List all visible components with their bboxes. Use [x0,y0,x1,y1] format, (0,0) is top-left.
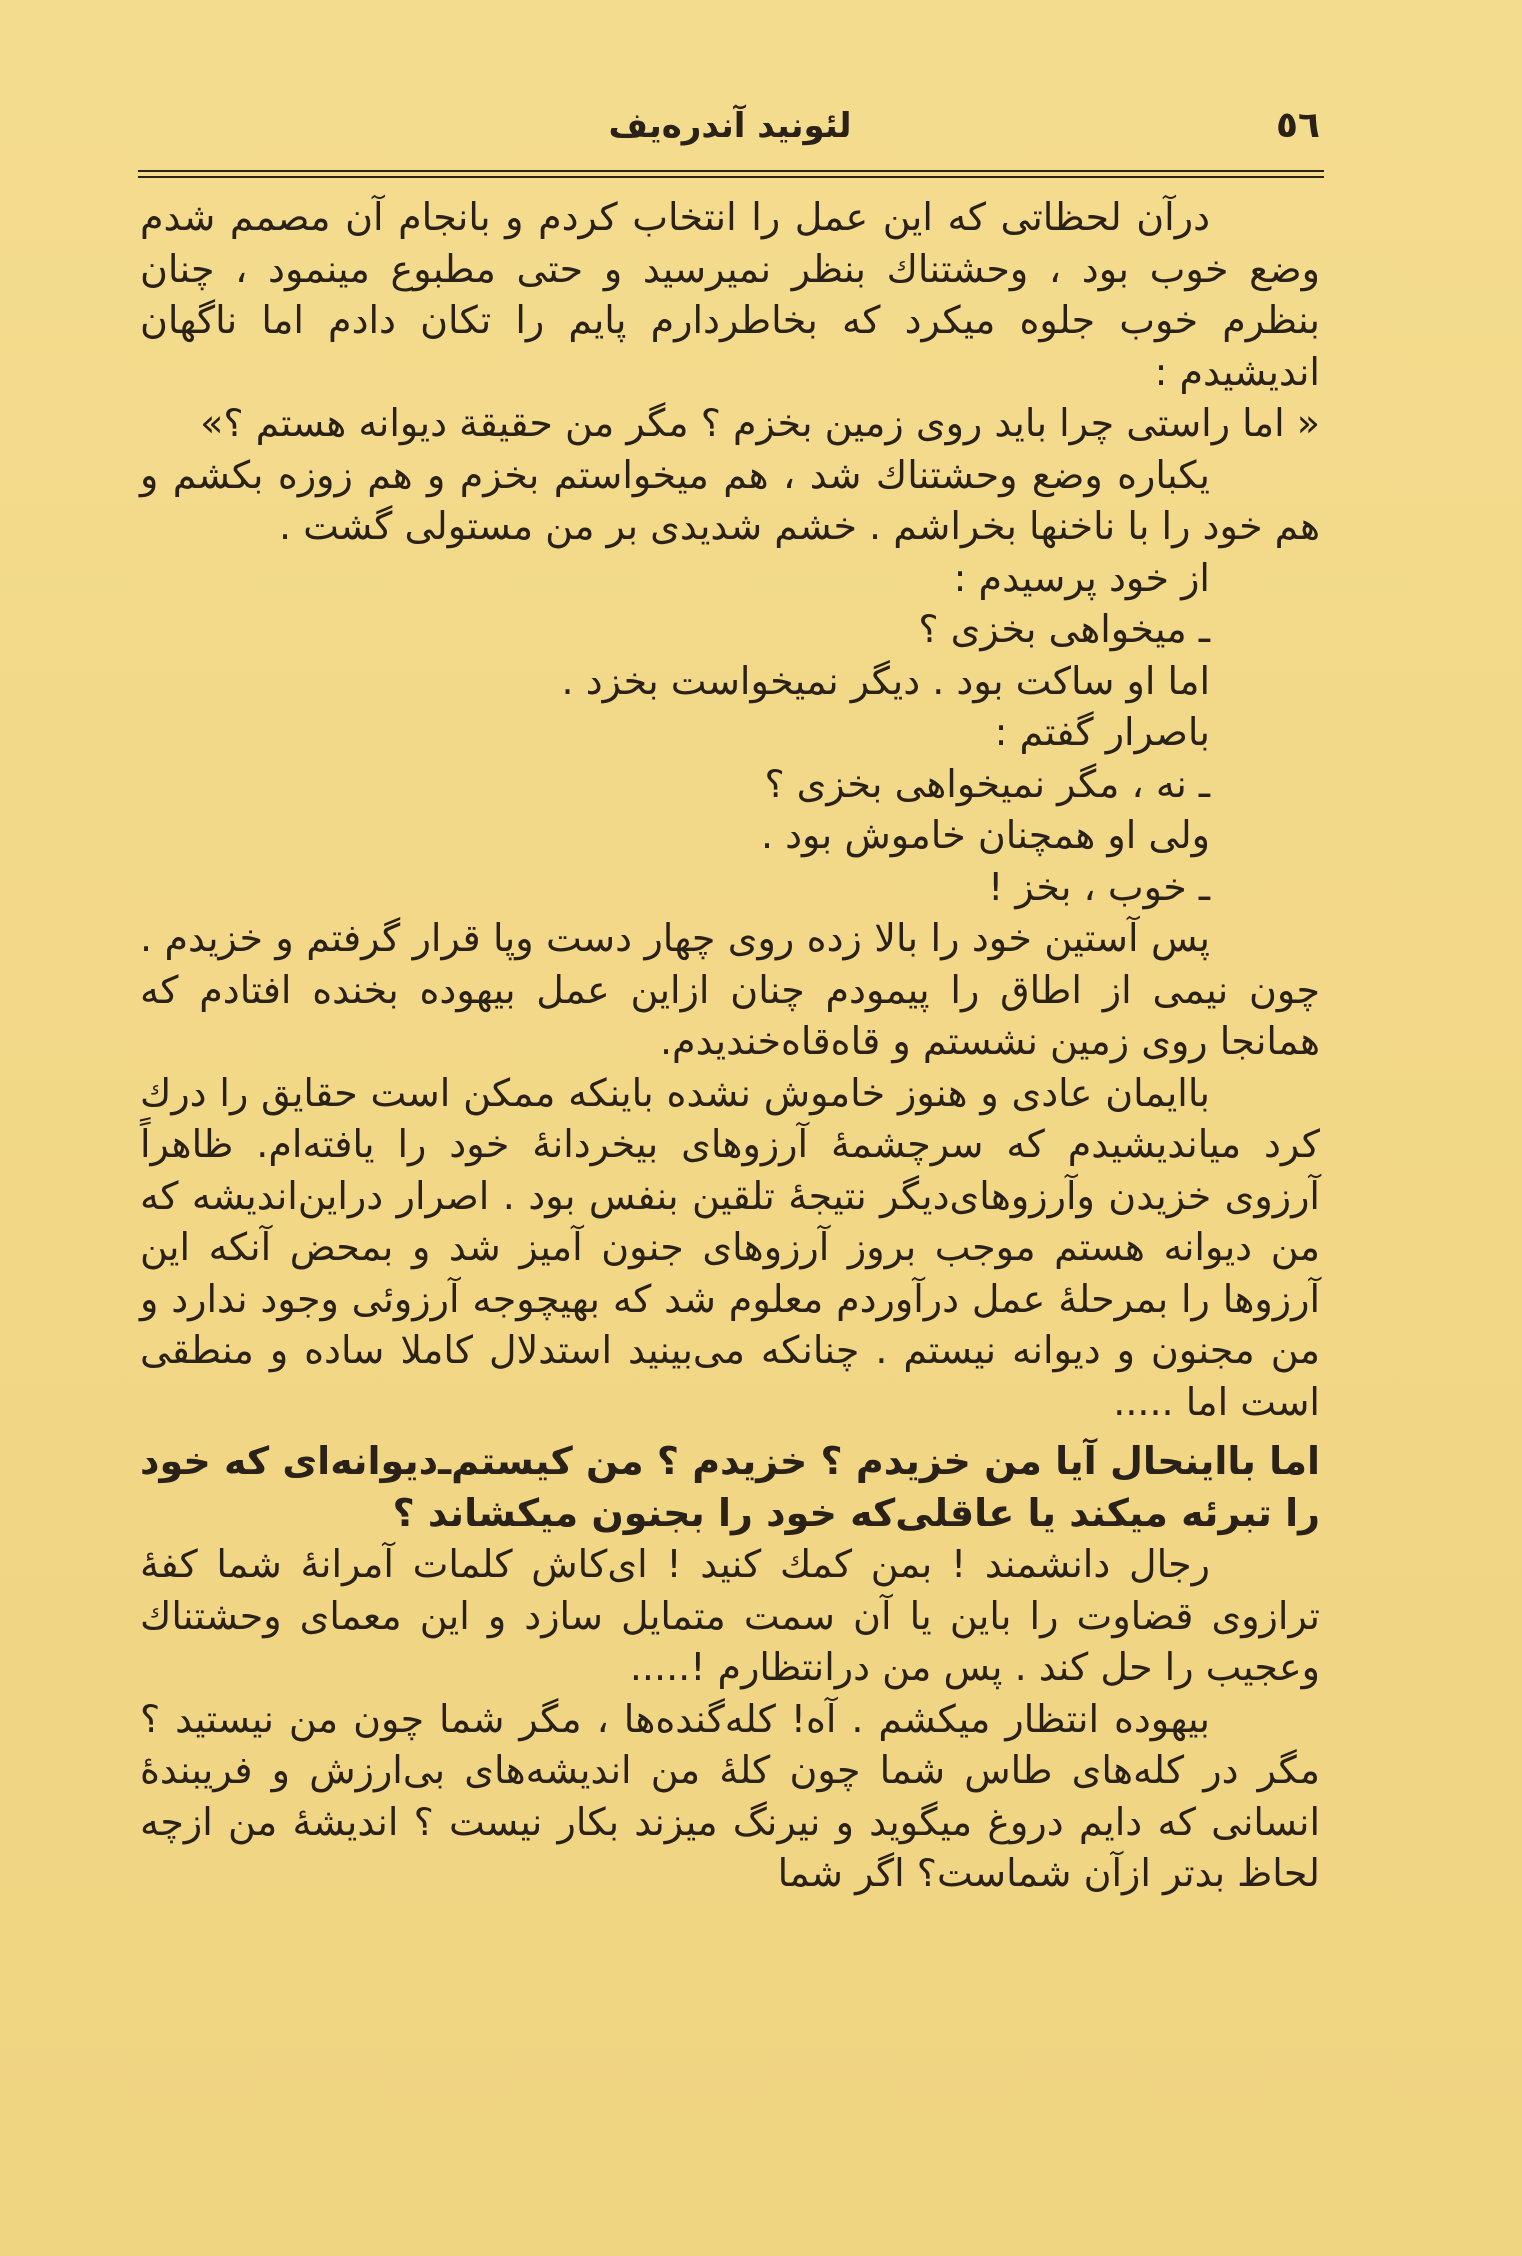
dialogue-line: ـ خوب ، بخز ! [988,864,1210,909]
paragraph: پس آستین خود را بالا زده روی چهار دست وپا قرار گرفتم و خزیدم . چون نیمی از اطاق را پیمودم چنان ازاین عمل بیهوده بخنده افتادم که همانجا روی زمین نشستم و قاه‌قاه‌خندیدم. [140,916,1320,1063]
paragraph: بیهوده انتظار میکشم . آه! کله‌گنده‌ها ، مگر شما چون من نیستید ؟ مگر در کله‌های طاس شما چون کلهٔ من اندیشه‌های بی‌ارزش و فریبندهٔ انسانی که دایم دروغ میگوید و نیرنگ میزند بکار نیست ؟ اندیشهٔ من ازچه لحاظ بدتر ازآن شماست؟ اگر شما [140,1696,1320,1895]
running-title: لئونید آندره‌یف [608,106,852,146]
paragraph: رجال دانشمند ! بمن کمك کنید ! ای‌کاش کلمات آمرانهٔ شما کفهٔ ترازوی قضاوت را باین یا آن سمت متمایل سازد و این معمای وحشتناك وعجیب را حل کند . پس من درانتظارم !..... [140,1542,1320,1689]
body-text [140,192,1320,1900]
paragraph: درآن لحظاتی که این عمل را انتخاب کردم و بانجام آن مصمم شدم وضع خوب بود ، وحشتناك بنظر نمیرسید و حتی مطبوع مینمود ، چنان بنظرم خوب جلوه میکرد که بخاطردارم پایم را تکان دادم اما ناگهان اندیشیدم : [140,195,1320,394]
dialogue-line: اما او ساکت بود . دیگر نمیخواست بخزد . [561,658,1210,703]
header-rule-bottom [138,176,1324,178]
paragraph: یکباره وضع وحشتناك شد ، هم میخواستم بخزم و هم زوزه بکشم و هم خود را با ناخنها بخراشم . خشم شدیدی بر من مستولی گشت . [140,452,1320,548]
page-header [140,98,1320,154]
bold-paragraph: اما بااینحال آیا من خزیدم ؟ خزیدم ؟ من کیستم‌ـ‌دیوانه‌ای که خود را تبرئه میکند یا عاقلی‌که خود را بجنون میکشاند ؟ [140,1439,1320,1535]
dialogue-line: باصرار گفتم : [994,710,1210,754]
dialogue-line: از خود پرسیدم : [953,555,1210,600]
header-rule-top [138,170,1324,172]
page-number: ٥٦ [1276,105,1320,146]
paragraph: باایمان عادی و هنوز خاموش نشده باینکه ممکن است حقایق را درك کرد میاندیشیدم که سرچشمهٔ آرزوهای بیخردانهٔ خود را یافته‌ام. ظاهراً آرزوی خزیدن وآرزوهای‌دیگر نتیجهٔ تلقین بنفس بود . اصرار دراین‌اندیشه که من دیوانه هستم موجب بروز آرزوهای جنون آمیز شد و بمحض آنکه این آرزوها را بمرحلهٔ عمل درآوردم معلوم شد که بهیچوجه آرزوئی وجود ندارد و من مجنون و دیوانه نیستم . چنانکه می‌بینید استدلال کاملا ساده و منطقی است اما ..... [140,1070,1320,1424]
paragraph: « اما راستی چرا باید روی زمین بخزم ؟ مگر من حقیقة دیوانه هستم ؟» [200,401,1320,445]
dialogue-line: ـ نه ، مگر نمیخواهی بخزی ؟ [764,761,1210,806]
dialogue-line: ـ میخواهی بخزی ؟ [918,607,1210,651]
dialogue-line: ولی او همچنان خاموش بود . [760,813,1210,857]
